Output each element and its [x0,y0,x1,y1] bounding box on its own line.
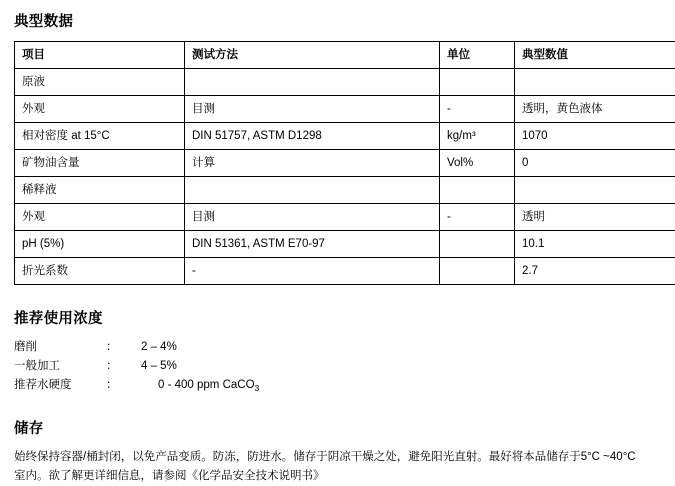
concentration-label: 磨削 [14,338,106,357]
water-hardness-value-text: 0 - 400 ppm CaCO [158,379,255,391]
cell-item: 折光系数 [15,258,185,285]
table-header-row [15,42,675,69]
table-row [15,231,675,258]
table-row [15,258,675,285]
cell-value: 2.7 [515,258,675,285]
column-header-item: 项目 [15,42,185,69]
cell-value: 10.1 [515,231,675,258]
cell-method [185,177,440,204]
table-body [15,69,675,285]
cell-value: 透明 [515,204,675,231]
table-row [15,204,675,231]
cell-method: 目测 [185,96,440,123]
cell-item: 矿物油含量 [15,150,185,177]
cell-value: 0 [515,150,675,177]
cell-value [515,177,675,204]
concentration-row-water-hardness [14,376,661,395]
storage-line-1: 始终保持容器/桶封闭，以免产品变质。防冻，防进水。储存于阴凉干燥之处，避免阳光直射。最好将本品储存于5°C ~40°C [14,448,669,467]
cell-item: 外观 [15,96,185,123]
concentration-colon: ： [106,357,132,376]
typical-data-table [14,41,675,285]
concentration-list [14,338,661,395]
cell-method: DIN 51757, ASTM D1298 [185,123,440,150]
concentration-value: 4 – 5% [132,357,177,376]
table-row [15,123,675,150]
cell-unit: kg/m³ [440,123,515,150]
cell-value [515,69,675,96]
page-title-typical-data: 典型数据 [14,10,661,31]
column-header-value: 典型数值 [515,42,675,69]
cell-unit: Vol% [440,150,515,177]
table-row [15,69,675,96]
cell-value: 透明，黄色液体 [515,96,675,123]
cell-value: 1070 [515,123,675,150]
concentration-label: 一般加工 [14,357,106,376]
cell-method [185,69,440,96]
column-header-method: 测试方法 [185,42,440,69]
storage-line-2: 室内。欲了解更详细信息，请参阅《化学品安全技术说明书》 [14,467,669,486]
cell-item: 相对密度 at 15°C [15,123,185,150]
column-header-unit: 单位 [440,42,515,69]
concentration-colon: ： [106,376,132,395]
cell-unit [440,231,515,258]
cell-item: 原液 [15,69,185,96]
section-title-concentration: 推荐使用浓度 [14,307,661,328]
concentration-value: 2 – 4% [132,338,177,357]
section-title-storage: 储存 [14,417,661,438]
cell-unit [440,177,515,204]
cell-method: 计算 [185,150,440,177]
cell-unit [440,258,515,285]
cell-unit: - [440,96,515,123]
cell-method: - [185,258,440,285]
cell-item: 外观 [15,204,185,231]
concentration-label: 推荐水硬度 [14,376,106,395]
water-hardness-subscript: 3 [255,383,260,393]
table-row [15,96,675,123]
concentration-row-general [14,357,661,376]
cell-item: 稀释液 [15,177,185,204]
table-row [15,177,675,204]
cell-method: 目测 [185,204,440,231]
cell-item: pH (5%) [15,231,185,258]
cell-unit: - [440,204,515,231]
table-header [15,42,675,69]
concentration-row-grinding [14,338,661,357]
concentration-colon: ： [106,338,132,357]
table-row [15,150,675,177]
cell-unit [440,69,515,96]
concentration-value [132,376,259,395]
cell-method: DIN 51361, ASTM E70-97 [185,231,440,258]
storage-paragraph [14,448,669,486]
